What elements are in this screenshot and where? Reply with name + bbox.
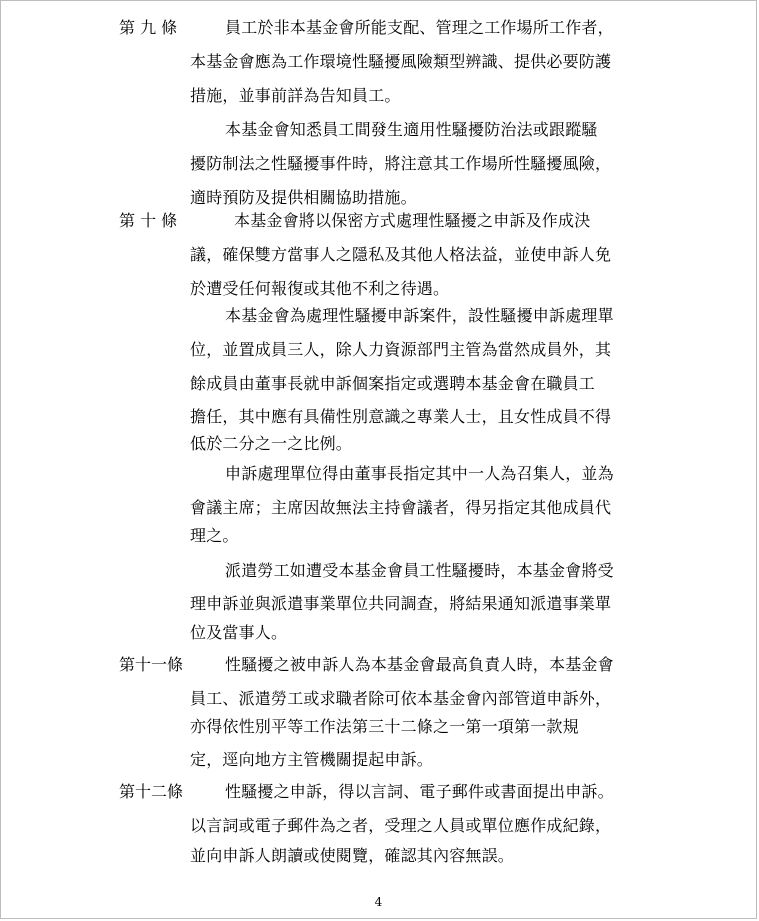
text-line: 措施，並事前詳為告知員工。 [190,86,401,105]
text-line: 理之。 [190,526,239,545]
text-line: 於遭受任何報復或其他不利之待遇。 [190,279,450,298]
text-line: 性騷擾之被申訴人為本基金會最高負責人時，本基金會 [225,655,614,674]
page-number: 4 [374,895,383,909]
text-line: 理申訴並與派遣事業單位共同調查，將結果通知派遣事業單 [190,594,612,613]
text-line: 低於二分之一之比例。 [190,434,353,453]
text-line: 擾防制法之性騷擾事件時，將注意其工作場所性騷擾風險， [190,154,612,173]
text-line: 派遣勞工如遭受本基金會員工性騷擾時，本基金會將受 [225,561,614,580]
text-line: 位，並置成員三人，除人力資源部門主管為當然成員外，其 [190,340,612,359]
text-line: 本基金會知悉員工間發生適用性騷擾防治法或跟蹤騷 [225,120,598,139]
text-line: 適時預防及提供相關協助措施。 [190,188,417,207]
text-line: 餘成員由董事長就申訴個案指定或選聘本基金會在職員工 [190,374,596,393]
text-line: 並向申訴人朗讀或使閱覽，確認其內容無誤。 [190,846,515,865]
text-line: 員工於非本基金會所能支配、管理之工作場所工作者， [225,18,614,37]
article-label: 第十二條 [119,782,184,801]
article-label: 第 九 條 [119,18,178,37]
text-line: 性騷擾之申訴，得以言詞、電子郵件或書面提出申訴。 [225,782,614,801]
article-label: 第十一條 [119,655,184,674]
text-line: 申訴處理單位得由董事長指定其中一人為召集人，並為 [225,464,614,483]
text-line: 本基金會應為工作環境性騷擾風險類型辨識、提供必要防護 [190,52,612,71]
text-line: 位及當事人。 [190,623,288,642]
text-line: 擔任，其中應有具備性別意識之專業人士，且女性成員不得 [190,407,612,426]
text-line: 議，確保雙方當事人之隱私及其他人格法益，並使申訴人免 [190,245,612,264]
text-line: 以言詞或電子郵件為之者，受理之人員或單位應作成紀錄， [190,816,612,835]
text-line: 本基金會為處理性騷擾申訴案件，設性騷擾申訴處理單 [225,306,614,325]
article-label: 第 十 條 [119,211,178,230]
text-line: 定，逕向地方主管機關提起申訴。 [190,750,434,769]
text-line: 亦得依性別平等工作法第三十二條之一第一項第一款規 [190,717,579,736]
text-line: 本基金會將以保密方式處理性騷擾之申訴及作成決 [234,211,591,230]
text-line: 會議主席；主席因故無法主持會議者，得另指定其他成員代 [190,498,612,517]
text-line: 員工、派遣勞工或求職者除可依本基金會內部管道申訴外， [190,689,612,708]
